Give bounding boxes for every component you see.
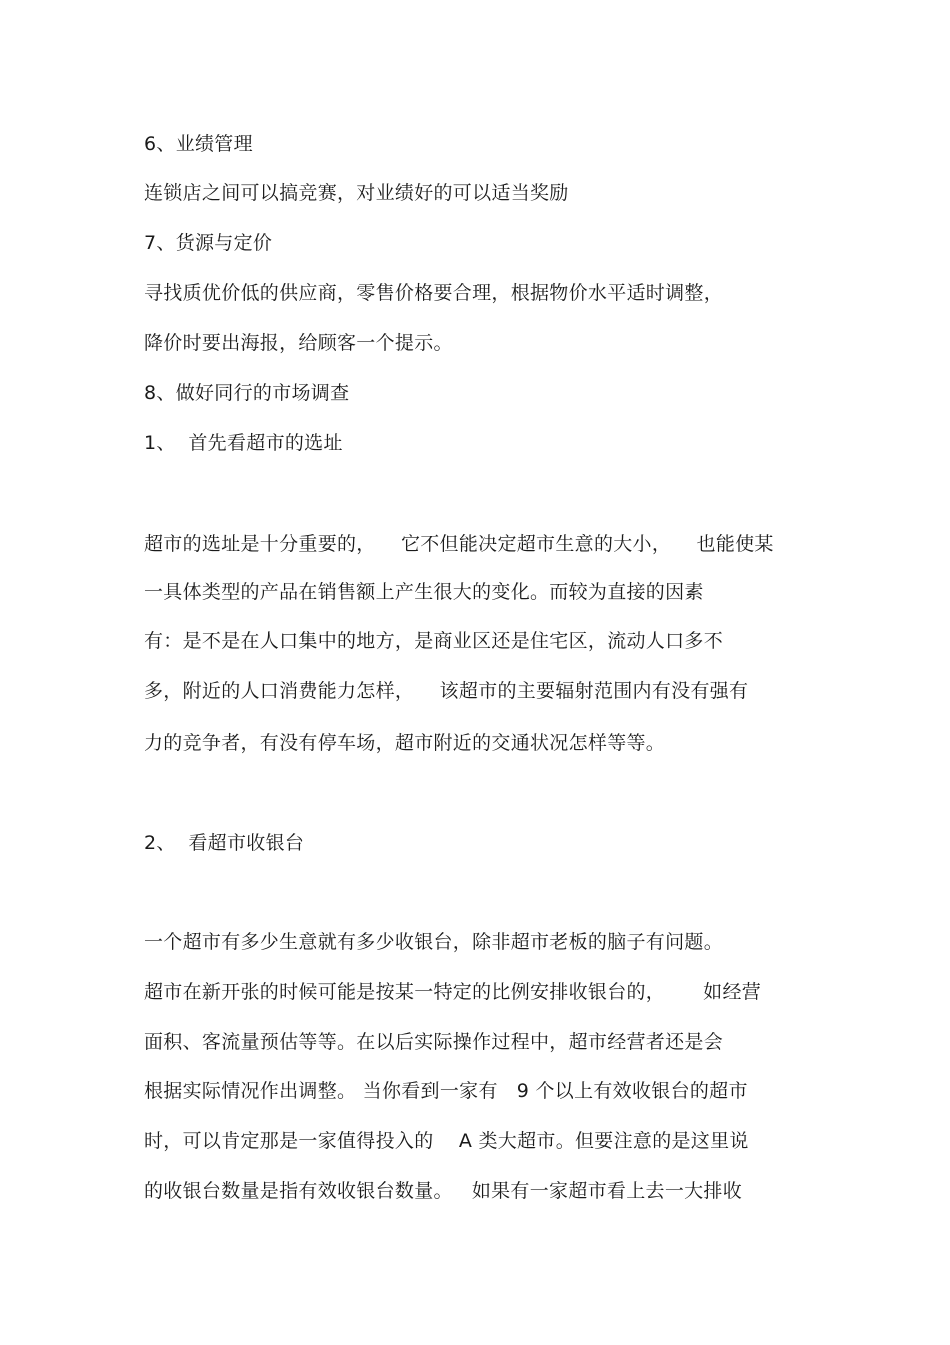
paragraph-line: 一具体类型的产品在销售额上产生很大的变化。而较为直接的因素 <box>144 581 704 603</box>
paragraph-line: 多，附近的人口消费能力怎样， 该超市的主要辐射范围内有没有强有 <box>144 680 749 702</box>
paragraph-line: 时，可以肯定那是一家值得投入的 A 类大超市。但要注意的是这里说 <box>144 1130 749 1152</box>
section-heading-7: 7、货源与定价 <box>144 232 273 254</box>
paragraph-line: 超市在新开张的时候可能是按某一特定的比例安排收银台的， 如经营 <box>144 981 762 1003</box>
paragraph-line: 连锁店之间可以搞竞赛，对业绩好的可以适当奖励 <box>144 182 569 204</box>
paragraph-line: 力的竞争者，有没有停车场，超市附近的交通状况怎样等等。 <box>144 732 666 754</box>
subsection-heading-2: 2、 看超市收银台 <box>144 832 305 854</box>
paragraph-line: 寻找质优价低的供应商，零售价格要合理，根据物价水平适时调整， <box>144 282 724 304</box>
paragraph-line: 有：是不是在人口集中的地方，是商业区还是住宅区，流动人口多不 <box>144 630 724 652</box>
section-heading-6: 6、业绩管理 <box>144 133 253 155</box>
paragraph-line: 根据实际情况作出调整。 当你看到一家有 9 个以上有效收银台的超市 <box>144 1080 748 1102</box>
paragraph-line: 面积、客流量预估等等。在以后实际操作过程中，超市经营者还是会 <box>144 1031 724 1053</box>
section-heading-8: 8、做好同行的市场调查 <box>144 382 350 404</box>
paragraph-line: 一个超市有多少生意就有多少收银台，除非超市老板的脑子有问题。 <box>144 931 724 953</box>
paragraph-line: 超市的选址是十分重要的， 它不但能决定超市生意的大小， 也能使某 <box>144 533 774 555</box>
paragraph-line: 的收银台数量是指有效收银台数量。 如果有一家超市看上去一大排收 <box>144 1180 743 1202</box>
subsection-heading-1: 1、 首先看超市的选址 <box>144 432 343 454</box>
paragraph-line: 降价时要出海报，给顾客一个提示。 <box>144 332 453 354</box>
